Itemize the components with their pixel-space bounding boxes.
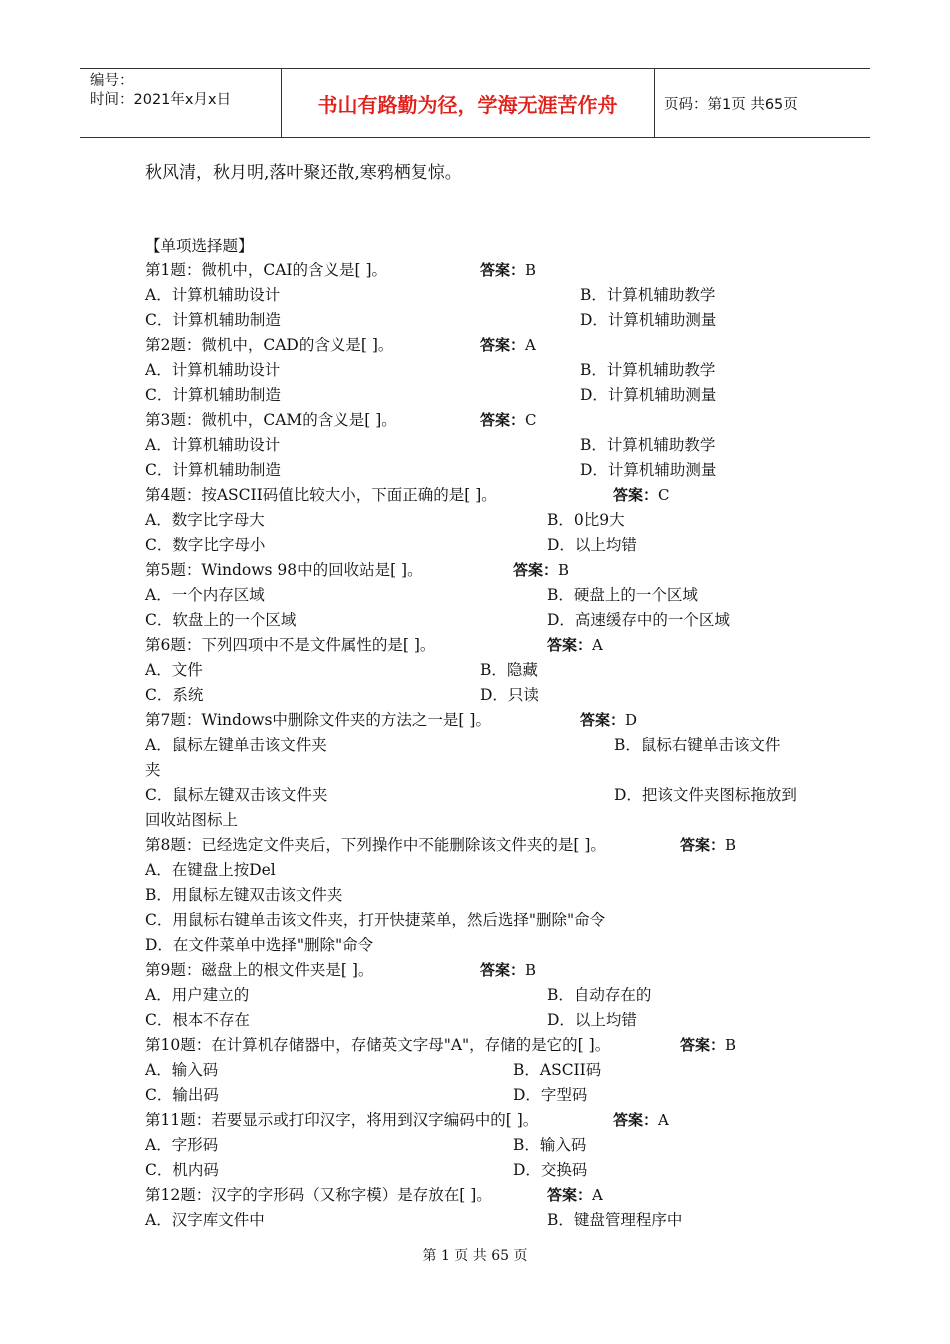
answer-value: A [592,1186,603,1204]
option: A．一个内存区域 [145,586,265,604]
question-text: 第8题：已经选定文件夹后，下列操作中不能删除该文件夹的是[ ]。 [145,836,606,854]
option-row [145,359,825,384]
option: A．鼠标左键单击该文件夹 [145,736,327,754]
option: D．只读 [480,686,539,704]
option: D．计算机辅助测量 [580,386,717,404]
answer-label: 答案：B [680,836,737,854]
option: C．用鼠标右键单击该文件夹，打开快捷菜单，然后选择"删除"命令 [145,911,606,929]
option-row [145,534,825,559]
option: C．机内码 [145,1161,219,1179]
question-row [145,1034,825,1059]
option: D．交换码 [513,1161,588,1179]
answer-value: A [525,336,536,354]
option: D．字型码 [513,1086,588,1104]
answer-value: C [658,486,670,504]
option-row [145,909,825,934]
answer-value: B [725,1036,737,1054]
option-row [145,1084,825,1109]
answer-value: A [658,1111,669,1129]
option: D．以上均错 [547,1011,637,1029]
option-row [145,1059,825,1084]
question-row [145,409,825,434]
option: C．根本不存在 [145,1011,250,1029]
date-label: 时间：2021年x月x日 [90,92,232,108]
option: A．计算机辅助设计 [145,286,281,304]
option-row [145,884,825,909]
option: C．计算机辅助制造 [145,386,281,404]
option: C．软盘上的一个区域 [145,611,297,629]
section-title: 【单项选择题】 [145,237,254,255]
question-row [145,559,825,584]
option-row [145,509,825,534]
question-row [145,259,825,284]
answer-value: B [525,261,537,279]
question-row [145,334,825,359]
option: B．鼠标右键单击该文件 [614,736,781,754]
option: B．键盘管理程序中 [547,1211,683,1229]
option: A．计算机辅助设计 [145,436,281,454]
option: A．字形码 [145,1136,219,1154]
answer-label: 答案：D [580,711,638,729]
question-row [145,834,825,859]
question-text: 第4题：按ASCII码值比较大小，下面正确的是[ ]。 [145,486,497,504]
option: A．文件 [145,661,203,679]
option: D．以上均错 [547,536,637,554]
question-text: 第7题：Windows中删除文件夹的方法之一是[ ]。 [145,711,491,729]
option: B．计算机辅助教学 [580,361,716,379]
question-text: 第6题：下列四项中不是文件属性的是[ ]。 [145,636,436,654]
option-row [145,934,825,959]
answer-label: 答案：A [547,1186,603,1204]
question-row [145,484,825,509]
option: C．鼠标左键双击该文件夹 [145,786,328,804]
question-row [145,959,825,984]
option-continuation: 回收站图标上 [145,811,239,829]
option: B．用鼠标左键双击该文件夹 [145,886,343,904]
option-row [145,984,825,1009]
option: D．把该文件夹图标拖放到 [614,786,797,804]
option-row [145,1159,825,1184]
option: B．计算机辅助教学 [580,286,716,304]
question-list [145,259,825,1234]
answer-label: 答案：B [680,1036,737,1054]
answer-value: B [558,561,570,579]
page-header [80,68,870,138]
answer-label: 答案：C [480,411,537,429]
option: C．计算机辅助制造 [145,311,281,329]
question-row [145,709,825,734]
option: C．系统 [145,686,204,704]
question-row [145,634,825,659]
option-row [145,609,825,634]
option: D．计算机辅助测量 [580,311,717,329]
question-text: 第11题：若要显示或打印汉字，将用到汉字编码中的[ ]。 [145,1111,539,1129]
number-label: 编号： [90,73,134,89]
option-row [145,659,825,684]
question-text: 第10题：在计算机存储器中，存储英文字母"A"，存储的是它的[ ]。 [145,1036,611,1054]
option-row [145,759,825,784]
option: B．计算机辅助教学 [580,436,716,454]
option: A．汉字库文件中 [145,1211,265,1229]
option: B．硬盘上的一个区域 [547,586,698,604]
option-row [145,434,825,459]
option: B．隐藏 [480,661,538,679]
option-row [145,1009,825,1034]
option: A．计算机辅助设计 [145,361,281,379]
option: B．ASCII码 [513,1061,602,1079]
option: C．输出码 [145,1086,219,1104]
answer-label: 答案：A [613,1111,669,1129]
answer-label: 答案：A [547,636,603,654]
option-row [145,859,825,884]
option: C．计算机辅助制造 [145,461,281,479]
option: D．计算机辅助测量 [580,461,717,479]
option-continuation: 夹 [145,761,161,779]
question-text: 第1题：微机中，CAI的含义是[ ]。 [145,261,388,279]
option-row [145,1134,825,1159]
question-text: 第3题：微机中，CAM的含义是[ ]。 [145,411,397,429]
option-row [145,459,825,484]
answer-value: C [525,411,537,429]
answer-value: B [525,961,537,979]
option: A．数字比字母大 [145,511,265,529]
answer-value: B [725,836,737,854]
option-row [145,784,825,809]
question-text: 第12题：汉字的字形码（又称字模）是存放在[ ]。 [145,1186,492,1204]
option-row [145,809,825,834]
answer-label: 答案：B [480,961,537,979]
header-page-info: 页码：第1页 共65页 [664,96,798,113]
answer-value: A [592,636,603,654]
answer-value: D [625,711,638,729]
answer-label: 答案：B [513,561,570,579]
option: D．高速缓存中的一个区域 [547,611,730,629]
option: C．数字比字母小 [145,536,266,554]
option: A．输入码 [145,1061,219,1079]
answer-label: 答案：A [480,336,536,354]
poem-line: 秋风清，秋月明,落叶聚还散,寒鸦栖复惊。 [145,163,462,183]
question-text: 第5题：Windows 98中的回收站是[ ]。 [145,561,423,579]
question-row [145,1184,825,1209]
question-row [145,1109,825,1134]
option: B．0比9大 [547,511,625,529]
header-divider [654,69,655,137]
option-row [145,384,825,409]
option-row [145,684,825,709]
option-row [145,1209,825,1234]
option: D．在文件菜单中选择"删除"命令 [145,936,374,954]
page-footer: 第 1 页 共 65 页 [422,1248,528,1264]
option-row [145,309,825,334]
option: A．在键盘上按Del [145,861,276,879]
header-meta [90,72,231,110]
answer-label: 答案：C [613,486,670,504]
option: A．用户建立的 [145,986,250,1004]
header-motto: 书山有路勤为径，学海无涯苦作舟 [317,92,618,117]
option-row [145,584,825,609]
option-row [145,734,825,759]
option-row [145,284,825,309]
option: B．输入码 [513,1136,587,1154]
question-text: 第2题：微机中，CAD的含义是[ ]。 [145,336,394,354]
option: B．自动存在的 [547,986,652,1004]
answer-label: 答案：B [480,261,537,279]
question-text: 第9题：磁盘上的根文件夹是[ ]。 [145,961,374,979]
